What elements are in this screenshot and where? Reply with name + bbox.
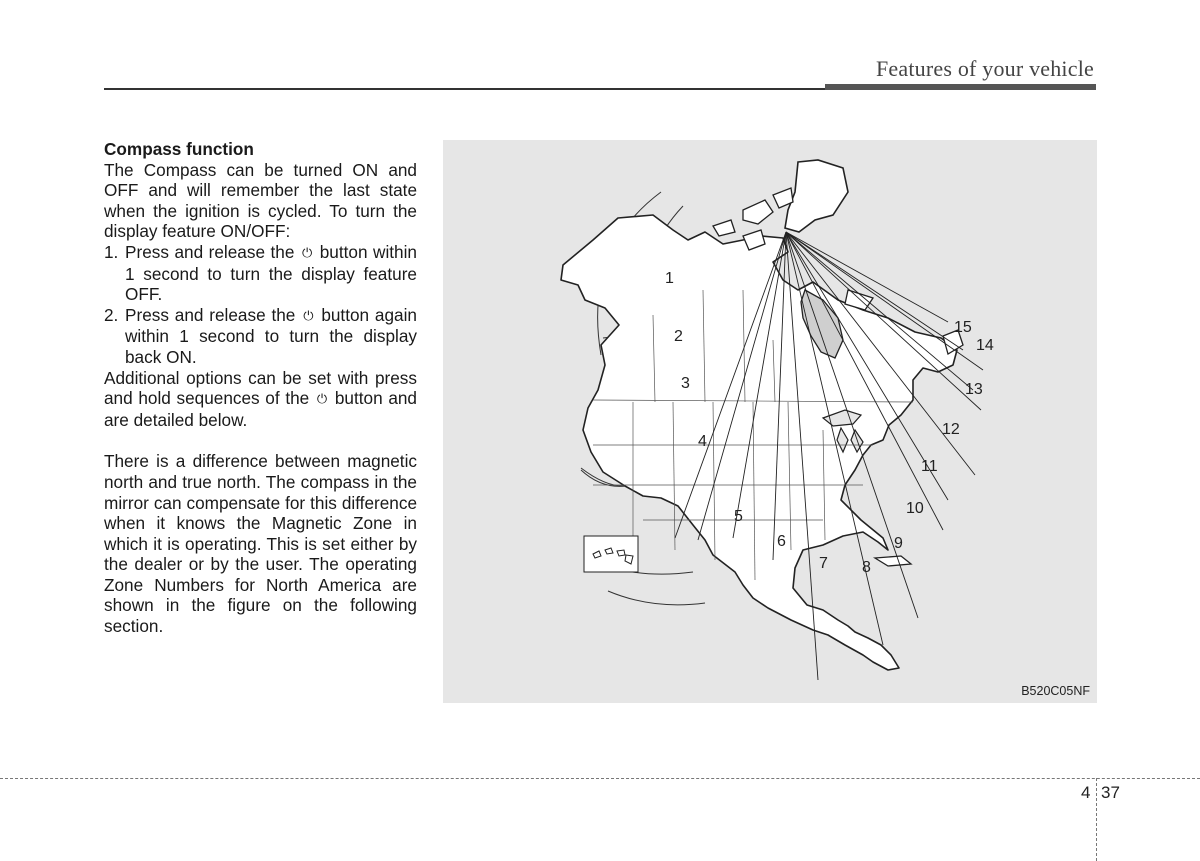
text-column [104, 139, 417, 637]
zone-label: 15 [954, 319, 972, 336]
greenland-outline [785, 160, 848, 232]
zone-label: 11 [921, 458, 938, 475]
power-icon: ⏻ [316, 391, 328, 407]
footer-dashed-rule [0, 778, 1200, 779]
page-number: 37 [1101, 783, 1120, 802]
step-text [125, 242, 417, 305]
step-text-after: button within 1 second to turn the display feature OFF. [125, 241, 417, 305]
paragraph-gap [104, 430, 417, 451]
section-heading: Compass function [104, 139, 254, 159]
zone-label: 12 [942, 421, 960, 438]
zone-label: 4 [698, 433, 707, 450]
additional-text-before: Additional options can be set with press and hold sequences of the [104, 367, 417, 409]
step-text-before: Press and release the [125, 304, 296, 325]
running-header: Features of your vehicle [875, 56, 1094, 81]
zone-label: 2 [674, 328, 683, 345]
compass-zone-map-figure [443, 140, 1097, 703]
figure-code: B520C05NF [1021, 684, 1090, 698]
zone-label: 5 [734, 508, 743, 525]
step-text-before: Press and release the [125, 241, 295, 262]
zone-label: 13 [965, 381, 983, 398]
north-america-map [443, 140, 1097, 703]
step-text [125, 305, 417, 368]
additional-options-paragraph [104, 368, 417, 431]
zone-label: 6 [777, 533, 786, 550]
header-rule-accent [825, 84, 1096, 90]
step-text-after: button again within 1 second to turn the display back ON. [125, 304, 417, 367]
zone-label: 7 [819, 555, 828, 572]
intro-paragraph: The Compass can be turned ON and OFF and will remember the last state when the ignition is cycled. To turn the display feature ON/OFF: [104, 159, 417, 242]
zone-label: 14 [976, 337, 994, 354]
hawaii-island [617, 550, 625, 556]
step-2 [104, 305, 417, 368]
step-number: 1. [104, 241, 119, 262]
arctic-island [743, 200, 773, 224]
cuba-outline [875, 556, 911, 566]
zone-label: 3 [681, 375, 690, 392]
chapter-number: 4 [1081, 783, 1091, 802]
step-1 [104, 242, 417, 305]
mainland-outline [561, 215, 957, 670]
zone-arc [608, 591, 705, 605]
zone-label: 10 [906, 500, 924, 517]
header-rule [104, 88, 826, 90]
power-icon: ⏻ [303, 307, 314, 323]
power-icon: ⏻ [301, 244, 313, 260]
zone-label: 1 [665, 270, 674, 287]
arctic-island [713, 220, 735, 236]
hawaii-inset [584, 536, 638, 572]
footer-dashed-divider [1096, 778, 1097, 861]
step-number: 2. [104, 304, 119, 325]
additional-text-after: button and are detailed below. [104, 388, 417, 430]
zone-label: 8 [862, 559, 871, 576]
magnetic-zone-paragraph: There is a difference between magnetic north and true north. The compass in the mirror can compensate for this difference when it knows the Magnetic Zone in which it is operating. This is set either by the dealer or by the user. The operating Zone Numbers for North America are shown in the figure on the following section. [104, 451, 417, 637]
zone-label: 9 [894, 535, 903, 552]
